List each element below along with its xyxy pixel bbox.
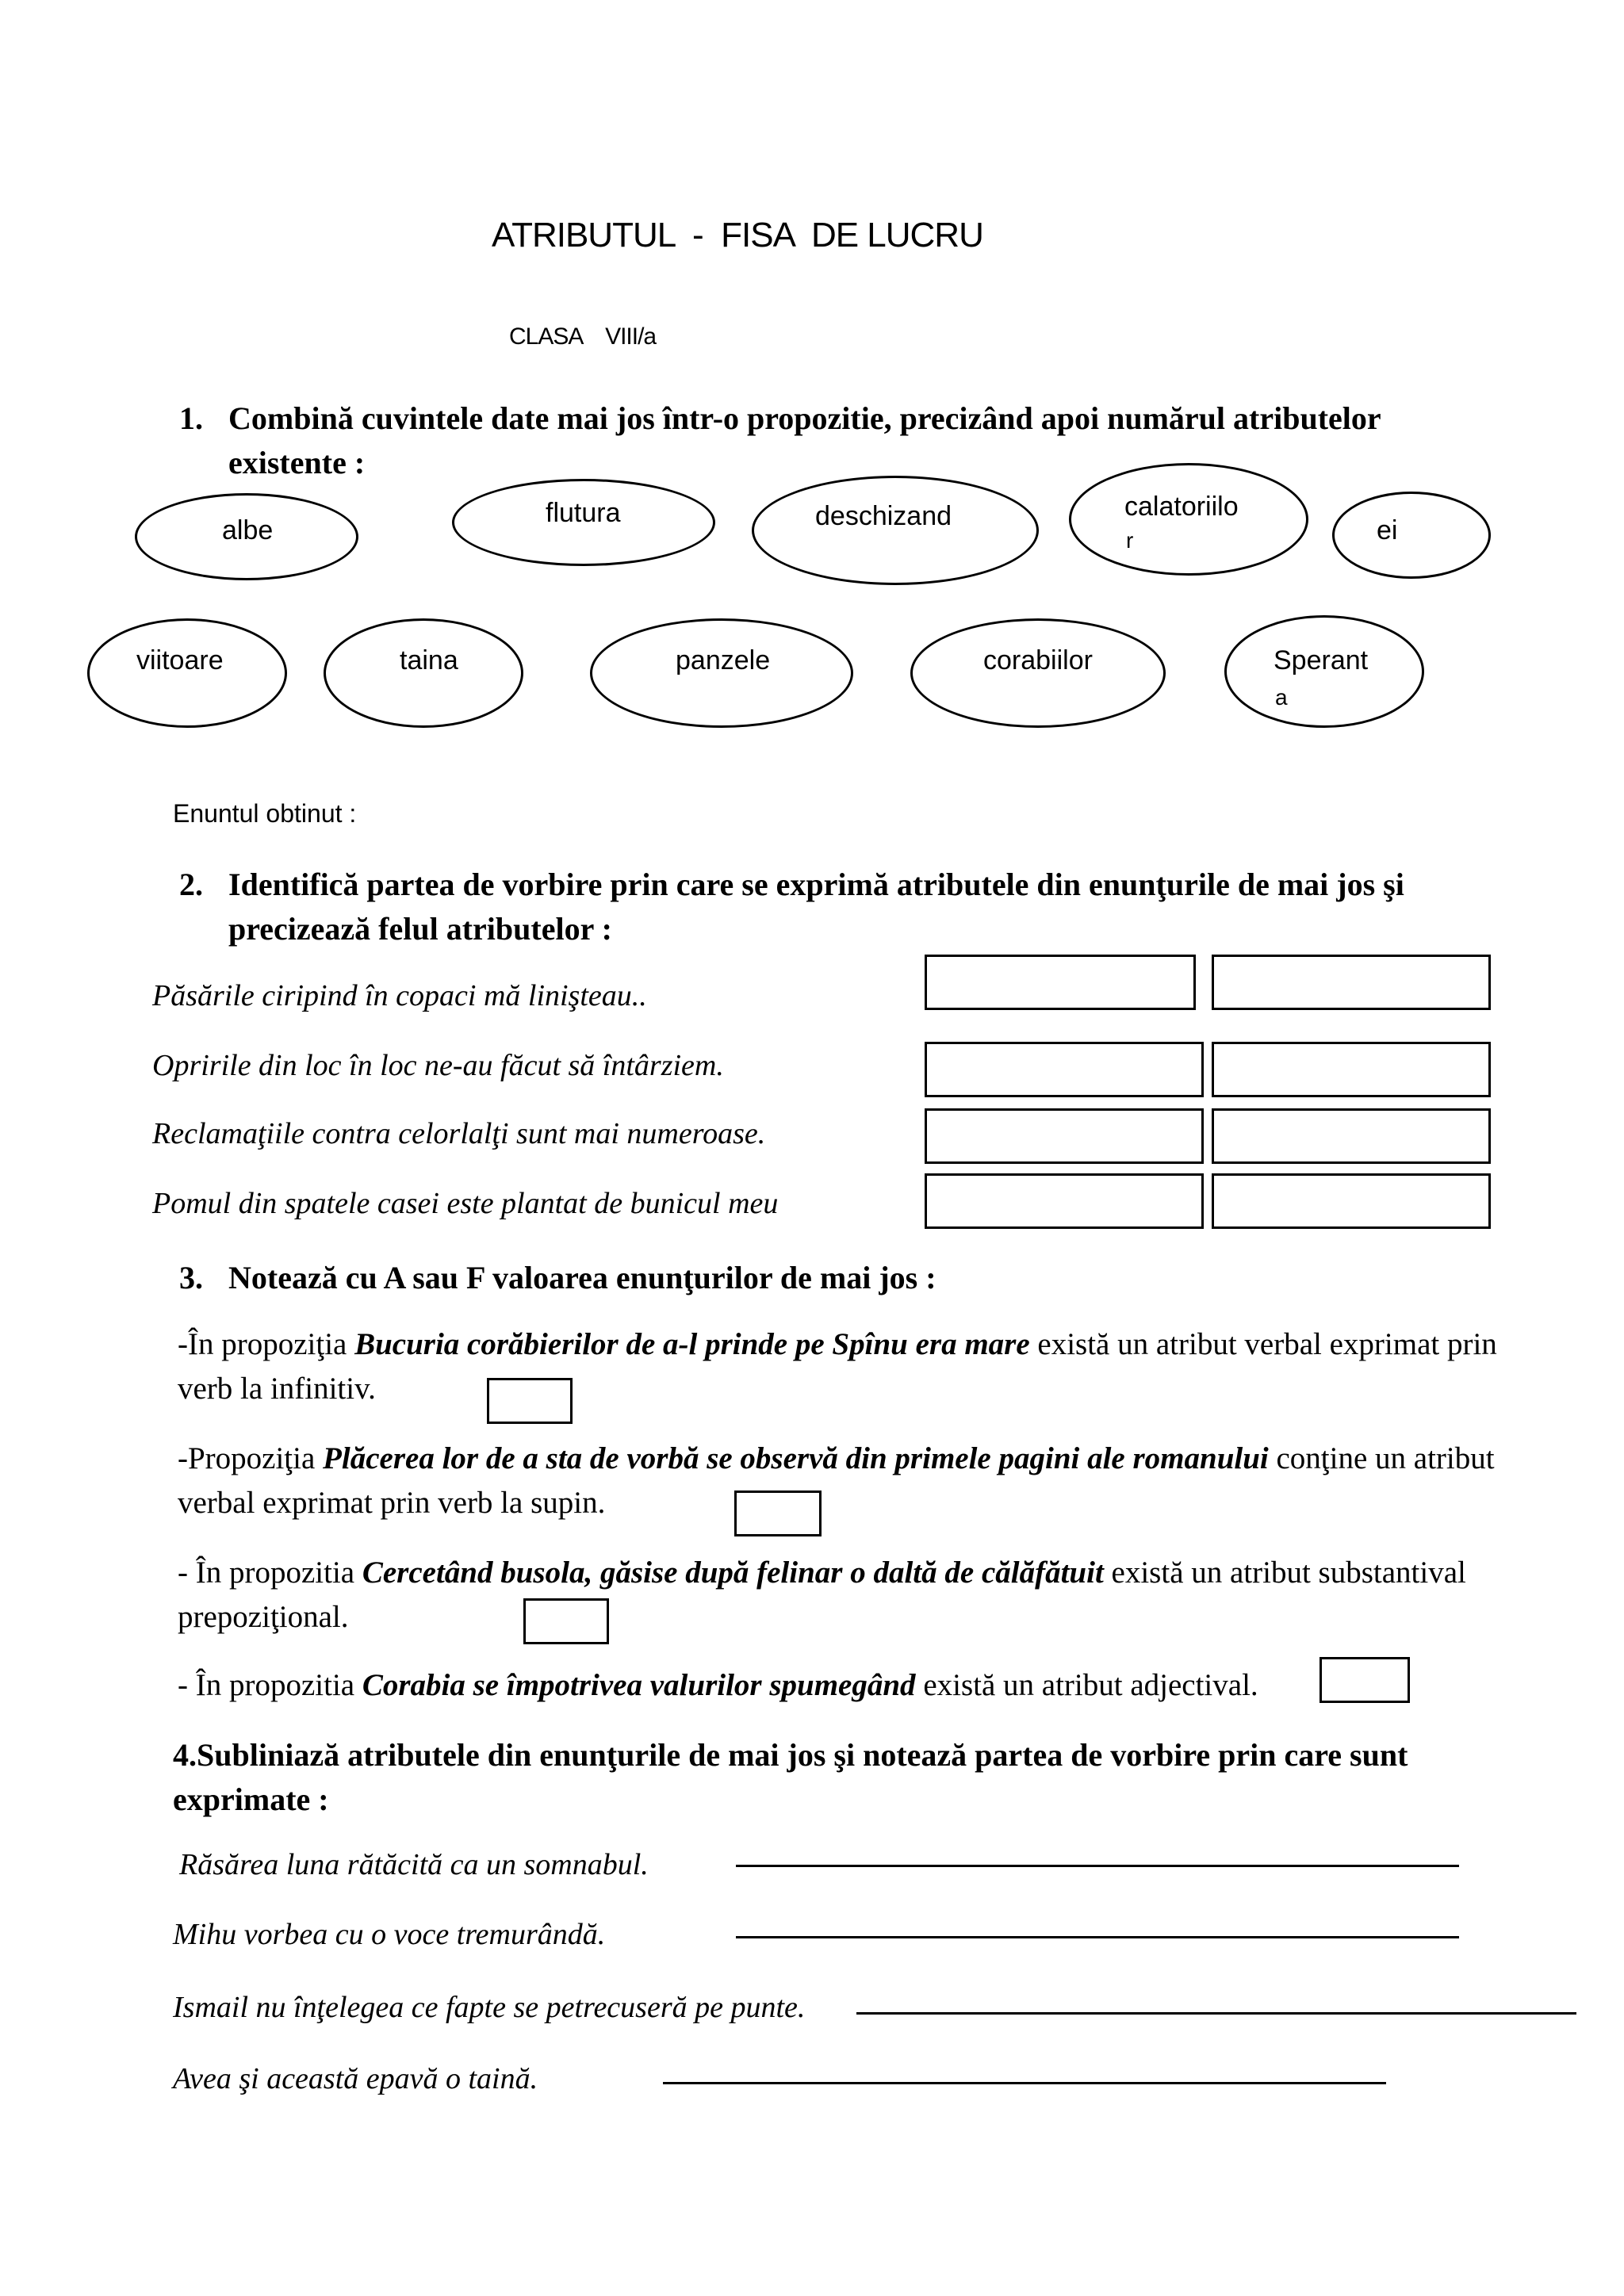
q4-sentence: Avea şi această epavă o taină. [173, 2062, 538, 2095]
q4-sentence: Mihu vorbea cu o voce tremurândă. [173, 1918, 606, 1951]
q3-statement: - În propozitia Corabia se împotrivea valurilor spumegând există un atribut adjectival. [178, 1668, 1258, 1702]
attribute-type-box[interactable] [1212, 1042, 1491, 1097]
attribute-type-box[interactable] [1212, 1108, 1491, 1164]
part-of-speech-box[interactable] [925, 955, 1196, 1010]
answer-box[interactable] [487, 1378, 573, 1424]
word-oval [1332, 492, 1491, 579]
q2-sentence: Opririle din loc în loc ne-au făcut să întârziem. [152, 1049, 724, 1082]
q4-sentence: Răsărea luna rătăcită ca un somnabul. [179, 1848, 649, 1881]
q1-number: 1. [179, 400, 203, 436]
q2-sentence: Pomul din spatele casei este plantat de bunicul meu [152, 1187, 779, 1220]
word-text: panzele [676, 645, 771, 675]
q3-statement: -Propoziţia Plăcerea lor de a sta de vorbă se observă din primele pagini ale romanului conţine un atribut verbal exprimat prin verb la supin. [178, 1441, 1495, 1520]
part-of-speech-box[interactable] [925, 1173, 1204, 1229]
word-text: viitoare [136, 645, 224, 675]
result-label: Enuntul obtinut : [173, 799, 357, 828]
attribute-type-box[interactable] [1212, 955, 1491, 1010]
word-text: ei [1377, 515, 1398, 545]
answer-line[interactable] [663, 2082, 1386, 2084]
answer-line[interactable] [736, 1865, 1459, 1867]
word-text: albe [222, 515, 274, 545]
class-label: CLASA VIII/a [509, 323, 657, 350]
answer-box[interactable] [523, 1598, 609, 1644]
word-text: calatoriilo [1124, 492, 1239, 522]
q3-statement: - În propozitia Cercetând busola, găsise după felinar o daltă de călăfătuit există un atribut substantival prepoziţional. [178, 1556, 1466, 1634]
q4-sentence: Ismail nu înţelegea ce fapte se petrecuseră pe punte. [173, 1991, 806, 2024]
answer-box[interactable] [734, 1490, 822, 1536]
q3-prompt: Notează cu A sau F valoarea enunţurilor de mai jos : [228, 1260, 936, 1295]
q3-statement: -În propoziţia Bucuria corăbierilor de a-l prinde pe Spînu era mare există un atribut verbal exprimat prin verb la infinitiv. [178, 1327, 1497, 1406]
part-of-speech-box[interactable] [925, 1042, 1204, 1097]
word-text: corabiilor [983, 645, 1093, 675]
word-text: Sperant [1274, 645, 1369, 675]
word-overflow-letter: a [1275, 685, 1288, 710]
q2-number: 2. [179, 867, 203, 902]
q4-prompt: 4.Subliniază atributele din enunţurile de mai jos şi notează partea de vorbire prin care sunt exprimate : [173, 1737, 1408, 1817]
answer-line[interactable] [856, 2012, 1576, 2015]
q2-prompt: Identifică partea de vorbire prin care se exprimă atributele din enunţurile de mai jos şi precizează felul atributelor : [228, 867, 1404, 947]
attribute-type-box[interactable] [1212, 1173, 1491, 1229]
q2-sentence: Păsările ciripind în copaci mă linişteau.. [152, 979, 647, 1012]
part-of-speech-box[interactable] [925, 1108, 1204, 1164]
q1-prompt: Combină cuvintele date mai jos într-o propozitie, precizând apoi numărul atributelor existente : [228, 400, 1381, 480]
word-text: flutura [546, 498, 621, 528]
q2-sentence: Reclamaţiile contra celorlalţi sunt mai numeroase. [152, 1117, 766, 1150]
word-text: taina [400, 645, 458, 675]
word-text: deschizand [815, 501, 952, 531]
answer-line[interactable] [736, 1936, 1459, 1938]
answer-box[interactable] [1320, 1657, 1410, 1703]
q3-number: 3. [179, 1260, 203, 1295]
page-title: ATRIBUTUL - FISA DE LUCRU [492, 216, 983, 254]
word-overflow-letter: r [1126, 528, 1134, 553]
